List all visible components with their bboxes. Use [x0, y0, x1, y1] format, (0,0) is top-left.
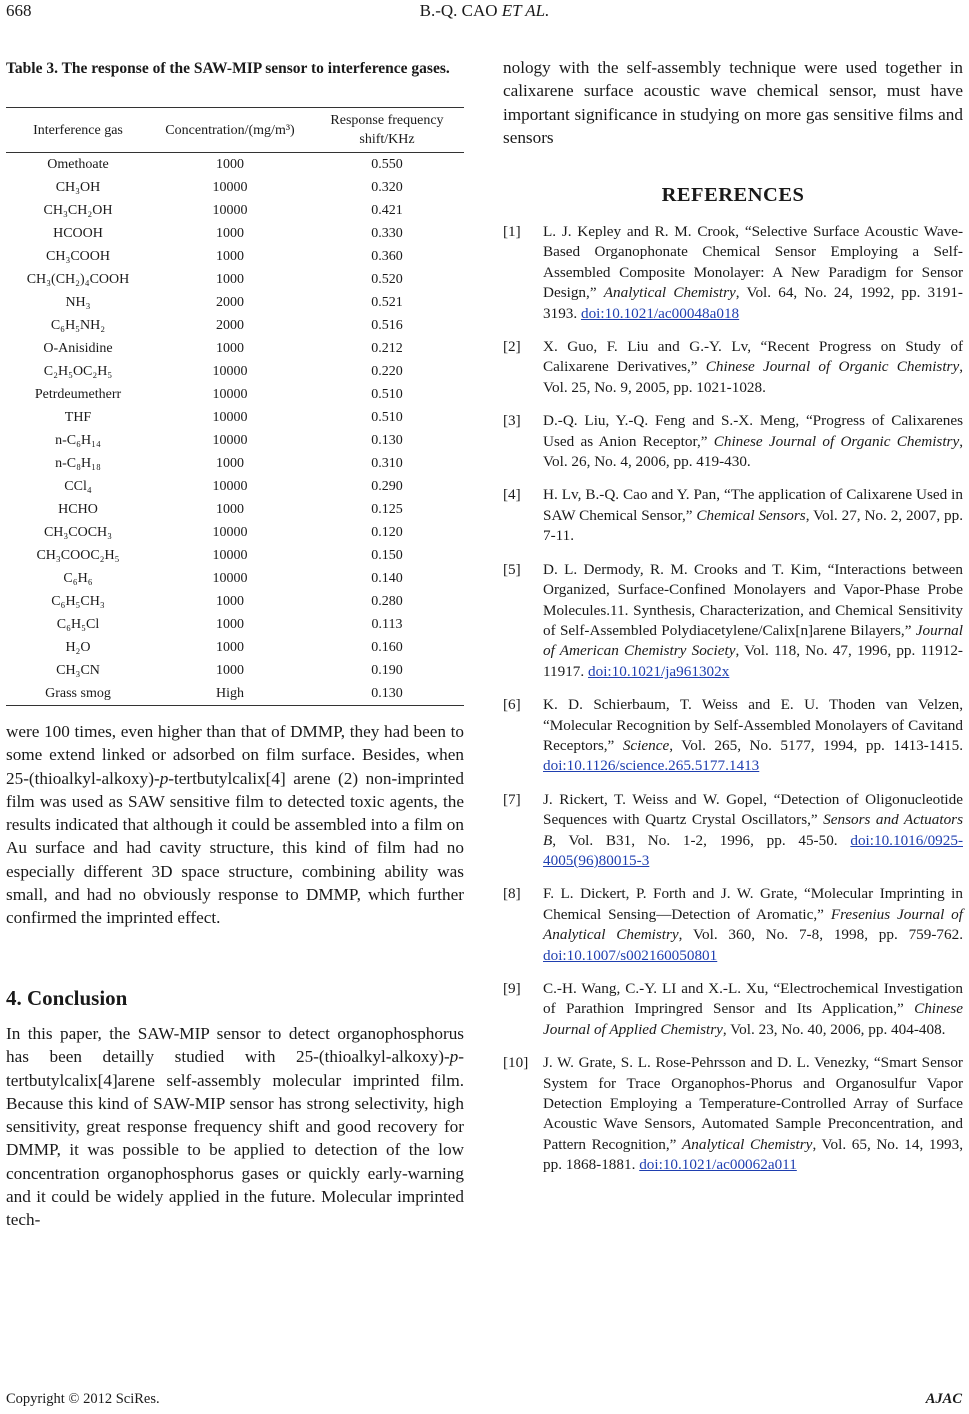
reference-text: , Vol. 360, No. 7-8, 1998, pp. 759-762.	[678, 926, 963, 944]
table-cell: 2000	[216, 294, 244, 310]
reference-text: K. D. Schierbaum, T. Weiss and E. U. Thoden van Velzen, “Molecular Recognition by Self-Assembled Monolayers of Cavitand Receptors,”	[543, 696, 963, 754]
table-cell: 0.360	[371, 248, 403, 264]
table-row	[6, 153, 464, 177]
table-cell: CH₃COOC₂H₅	[36, 547, 120, 563]
reference-text: , Vol. 27, No. 2, 2007, pp. 7-11.	[543, 506, 963, 545]
reference-item	[503, 485, 963, 546]
table-row	[6, 636, 464, 659]
table-cell: 0.320	[371, 179, 403, 195]
table-row	[6, 475, 464, 498]
table-cell: 1000	[216, 616, 244, 632]
table-row	[6, 544, 464, 567]
table-cell: CH₃COCH₃	[43, 524, 113, 540]
italic-text: p	[449, 1047, 459, 1067]
table-cell: 0.130	[310, 682, 464, 706]
table-cell: HCHO	[58, 501, 98, 517]
reference-number: [1]	[503, 223, 521, 240]
table-cell: 1000	[216, 455, 244, 471]
reference-journal: Journal of American Chemistry Society	[543, 621, 963, 660]
reference-number: [7]	[503, 790, 521, 808]
table-cell: 0.516	[371, 317, 403, 333]
reference-text: L. J. Kepley and R. M. Crook, “Selective Surface Acoustic Wave-Based Organophonate Chemical Sensor Employing a Self-Assembled Composite Monolayer: A New Paradigm for Sensor Design,”	[543, 223, 963, 302]
table-cell: CH₃CN	[56, 662, 100, 678]
doi-link[interactable]: doi:10.1126/science.265.5177.1413	[543, 757, 760, 775]
page-number: 668	[6, 1, 32, 20]
reference-text: J. W. Grate, S. L. Rose-Pehrsson and D. L. Venezky, “Smart Sensor System for Trace Organophos-Phorus and Organosulfur Vapor Detection Employing a Temperature-Controlled Array of Surface Acoustic Wave Sensors, Automated Sample Preconcentration, and Pattern Recognition,”	[543, 1054, 963, 1153]
table-cell: 1000	[216, 248, 244, 264]
reference-text: , Vol. 64, No. 24, 1992, pp. 3191-3193.	[543, 284, 963, 322]
table-cell: 0.330	[371, 225, 403, 241]
table-cell: C₂H₅OC₂H₅	[43, 363, 113, 379]
reference-text: D.-Q. Liu, Y.-Q. Feng and S.-X. Meng, “Progress of Calixarenes Used as Anion Receptor,”	[543, 412, 963, 450]
table-cell: 1000	[216, 225, 244, 241]
table-cell: 1000	[216, 271, 244, 287]
reference-number: [2]	[503, 338, 521, 356]
paragraph-text: -tertbutylcalix[4] arene (2) non-imprinted film was used as SAW sensitive film to detected toxic agents, the results indicated that although it could be assembled into a film on Au surface and had cavity structure, this kind of film had no especially different 3D space structure, combining ability was small, and had no obviously response to DMMP, which further confirmed the imprinted effect.	[6, 768, 464, 928]
table-cell: THF	[64, 409, 92, 425]
table-row	[6, 498, 464, 521]
table-cell: 0.310	[371, 455, 403, 471]
reference-journal: Chinese Journal of Organic Chemistry	[713, 432, 960, 450]
column-header: Interference gas	[6, 108, 150, 153]
reference-text: F. L. Dickert, P. Forth and J. W. Grate, “Molecular Imprinting in Chemical Sensing—Detection of Aromatic,”	[543, 885, 963, 923]
reference-text: H. Lv, B.-Q. Cao and Y. Pan, “The application of Calixarene Used in SAW Chemical Sensor,”	[543, 486, 963, 524]
table-cell: NH₃	[65, 294, 91, 310]
table-row	[6, 199, 464, 222]
italic-text: p	[159, 768, 169, 788]
table-cell: 0.212	[371, 340, 403, 356]
table-cell: Petrdeumetherr	[34, 386, 122, 402]
table-cell: CCl₄	[64, 478, 92, 494]
references-heading: REFERENCES	[661, 184, 805, 206]
table-row	[6, 567, 464, 590]
table-cell: High	[150, 682, 310, 706]
table-cell: 0.160	[371, 639, 403, 655]
doi-link[interactable]: doi:10.1021/ja961302x	[588, 662, 730, 680]
table-cell: 0.220	[371, 363, 403, 379]
doi-link[interactable]: doi:10.1016/0925-4005(96)80015-3	[543, 831, 963, 869]
reference-number: [5]	[503, 560, 521, 578]
table-cell: 0.113	[371, 616, 403, 632]
doi-link[interactable]: doi:10.1007/s002160050801	[543, 946, 718, 964]
conclusion-paragraph	[6, 1022, 464, 1232]
reference-item	[503, 560, 963, 682]
table-cell: O-Anisidine	[43, 340, 113, 356]
table-row	[6, 383, 464, 406]
table-cell: Grass smog	[6, 682, 150, 706]
table-cell: C₆H₅CH₃	[51, 593, 105, 609]
table-cell: 0.510	[371, 386, 403, 402]
table-cell: 1000	[216, 156, 244, 172]
table-cell: HCOOH	[53, 225, 103, 241]
reference-text: , Vol. B31, No. 1-2, 1996, pp. 45-50.	[552, 831, 851, 849]
table-row	[6, 682, 464, 706]
table-row	[6, 406, 464, 429]
reference-text: , Vol. 25, No. 9, 2005, pp. 1021-1028.	[543, 358, 963, 396]
reference-text: C.-H. Wang, C.-Y. LI and X.-L. Xu, “Electrochemical Investigation of Parathion Impringred Sensor and Its Application,”	[543, 980, 963, 1018]
table-cell: 0.280	[371, 593, 403, 609]
table-body	[6, 153, 464, 706]
body-paragraph-right: nology with the self-assembly technique were used together in calixarene surface acoustic wave chemical sensor, must have important significance in studying on more gas sensitive films and sensors	[503, 58, 963, 147]
table-cell: 0.421	[371, 202, 403, 218]
table-row	[6, 613, 464, 636]
reference-text: D. L. Dermody, R. M. Crooks and T. Kim, “Interactions between Organized, Surface-Confined Monolayers and Vapor-Phase Probe Molecules.11. Synthesis, Characterization, and Chemical Sensitivity of Self-Assembled Polydiacetylene/Calix[n]arene Bilayers,”	[543, 560, 963, 639]
table-row	[6, 245, 464, 268]
reference-journal: Chinese Journal of Applied Chemistry	[543, 1000, 963, 1038]
reference-list	[503, 222, 963, 1189]
table-cell: 0.190	[371, 662, 403, 678]
footer-copyright: Copyright © 2012 SciRes.	[6, 1391, 160, 1407]
reference-item	[503, 222, 963, 324]
table-cell: C₆H₅Cl	[56, 616, 100, 632]
table-cell: 0.290	[371, 478, 403, 494]
table-row	[6, 360, 464, 383]
table-row	[6, 590, 464, 613]
running-head-authors: B.-Q. CAO	[419, 1, 498, 20]
table-cell: 10000	[212, 478, 248, 494]
reference-text: , Vol. 26, No. 4, 2006, pp. 419-430.	[543, 432, 963, 471]
table-cell: 1000	[216, 340, 244, 356]
response-table	[6, 107, 464, 706]
table-cell: 0.140	[371, 570, 403, 586]
table-cell: CH₃COOH	[46, 248, 110, 264]
table-cell: 10000	[212, 386, 248, 402]
section-heading-conclusion: 4. Conclusion	[6, 986, 128, 1010]
paragraph-text: In this paper, the SAW-MIP sensor to detect organophosphorus has been detailly studied with 25-(thioalkyl-alkoxy)-	[6, 1024, 464, 1067]
table-cell: 10000	[212, 570, 248, 586]
table-cell: H₂O	[65, 639, 91, 655]
body-paragraph-left	[6, 720, 464, 930]
reference-item	[503, 337, 963, 398]
reference-item	[503, 790, 963, 872]
table-cell: 1000	[216, 662, 244, 678]
table-header-row	[6, 108, 464, 153]
reference-text: , Vol. 118, No. 47, 1996, pp. 11912-11917.	[543, 642, 963, 680]
table-cell: CH₃(CH₂)₄COOH	[26, 271, 130, 287]
reference-item	[503, 979, 963, 1040]
reference-text: X. Guo, F. Liu and G.-Y. Lv, “Recent Progress on Study of Calixarene Derivatives,”	[543, 338, 963, 376]
table-cell: 10000	[212, 524, 248, 540]
table-cell: CH₃OH	[55, 179, 101, 195]
table-cell: 0.120	[371, 524, 403, 540]
table-row	[6, 429, 464, 452]
reference-number: [10]	[503, 1054, 529, 1072]
table-cell: 0.510	[371, 409, 403, 425]
table-row	[6, 659, 464, 682]
reference-journal: Analytical Chemistry	[681, 1135, 813, 1153]
table-row	[6, 452, 464, 475]
reference-journal: Fresenius Journal of Analytical Chemistry	[543, 905, 963, 944]
table-cell: CH₃CH₂OH	[43, 202, 113, 218]
reference-text: , Vol. 23, No. 40, 2006, pp. 404-408.	[722, 1020, 946, 1038]
table-cell: 10000	[212, 547, 248, 563]
reference-journal: Chinese Journal of Organic Chemistry	[705, 358, 960, 376]
table-cell: 10000	[212, 363, 248, 379]
table-cell: 10000	[212, 202, 248, 218]
reference-journal: Sensors and Actuators B	[543, 811, 963, 849]
running-head-et-al: ET AL.	[501, 1, 550, 20]
table-cell: 2000	[216, 317, 244, 333]
table-row	[6, 222, 464, 245]
column-header: Response frequency shift/KHz	[310, 108, 464, 153]
reference-text: , Vol. 65, No. 14, 1993, pp. 1868-1881.	[543, 1135, 964, 1174]
table-row	[6, 314, 464, 337]
reference-item	[503, 1053, 963, 1175]
reference-number: [8]	[503, 885, 521, 903]
table-cell: 10000	[212, 409, 248, 425]
reference-journal: Chemical Sensors	[696, 506, 806, 524]
reference-journal: Analytical Chemistry	[603, 284, 736, 302]
footer-journal: AJAC	[925, 1391, 962, 1407]
table-cell: 10000	[212, 432, 248, 448]
reference-item	[503, 695, 963, 777]
column-header: Concentration/(mg/m³)	[150, 108, 310, 153]
table-cell: 10000	[212, 179, 248, 195]
reference-number: [9]	[503, 980, 521, 997]
reference-text: , Vol. 265, No. 5177, 1994, pp. 1413-1415.	[669, 736, 963, 754]
table-cell: C₆H₅NH₂	[50, 317, 106, 333]
table-row	[6, 291, 464, 314]
reference-number: [6]	[503, 696, 521, 714]
table-cell: 0.520	[371, 271, 403, 287]
doi-link[interactable]: doi:10.1021/ac00062a011	[639, 1156, 797, 1174]
table-row	[6, 176, 464, 199]
table-cell: 1000	[216, 639, 244, 655]
table-row	[6, 521, 464, 544]
table-cell: 0.521	[371, 294, 403, 310]
doi-link[interactable]: doi:10.1021/ac00048a018	[580, 304, 740, 322]
table-caption: Table 3. The response of the SAW-MIP sensor to interference gases.	[6, 60, 450, 77]
table-cell: 1000	[216, 501, 244, 517]
table-cell: Omethoate	[47, 156, 109, 172]
table-cell: n-C₆H₁₄	[55, 432, 101, 448]
table-cell: 0.130	[371, 432, 403, 448]
reference-journal: Science	[622, 736, 670, 754]
reference-text: J. Rickert, T. Weiss and W. Gopel, “Detection of Oligonucleotide Sequences with Quartz Crystal Oscillators,”	[543, 790, 963, 829]
reference-item	[503, 411, 963, 472]
paragraph-text: -tertbutylcalix[4]arene self-assembly molecular imprinted film. Because this kind of SAW-MIP sensor has strong selectivity, high sensitivity, great response frequency shift and good recovery for DMMP, it was possible to be applied to detection of the low concentration organophosphorus gases or quickly early-warning and it could be widely applied in the future. Molecular imprinted tech-	[6, 1047, 464, 1230]
reference-number: [3]	[503, 412, 521, 430]
table-cell: C₆H₆	[63, 570, 93, 586]
table-cell: 0.125	[371, 501, 403, 517]
table-cell: 1000	[216, 593, 244, 609]
paragraph-text: were 100 times, even higher than that of DMMP, they had been to some extend linked or adsorbed on film surface. Besides, when 25-(thioalkyl-alkoxy)-	[6, 722, 464, 788]
table-row	[6, 337, 464, 360]
table-cell: n-C₈H₁₈	[55, 455, 101, 471]
table-cell: 0.150	[371, 547, 403, 563]
running-head	[0, 1, 969, 21]
reference-item	[503, 884, 963, 966]
table-cell: 0.550	[371, 156, 403, 172]
table-row	[6, 268, 464, 291]
reference-number: [4]	[503, 486, 521, 504]
